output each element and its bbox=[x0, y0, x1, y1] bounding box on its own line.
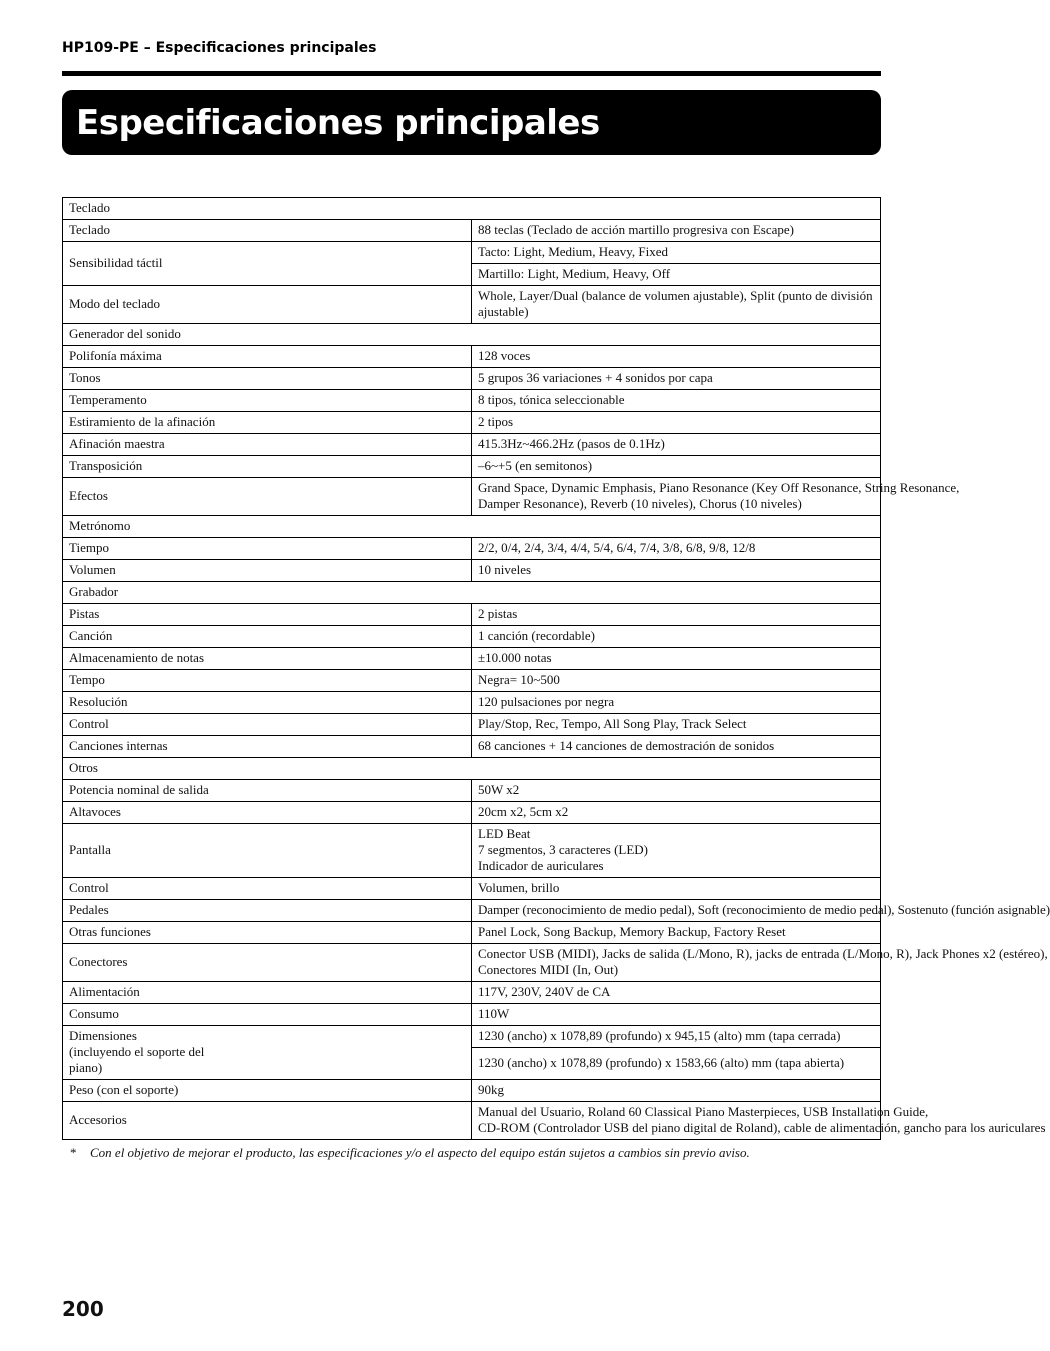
table-row bbox=[63, 412, 881, 434]
spec-label: Peso (con el soporte) bbox=[63, 1080, 472, 1102]
spec-value bbox=[472, 944, 1048, 982]
spec-value: Whole, Layer/Dual (balance de volumen ajustable), Split (punto de división ajustable) bbox=[472, 286, 881, 324]
spec-label: Efectos bbox=[63, 478, 472, 516]
spec-value: 2 tipos bbox=[472, 412, 881, 434]
table-row bbox=[63, 824, 881, 878]
spec-value: 68 canciones + 14 canciones de demostración de sonidos bbox=[472, 736, 881, 758]
spec-label: Temperamento bbox=[63, 390, 472, 412]
spec-label: Conectores bbox=[63, 944, 472, 982]
table-row bbox=[63, 456, 881, 478]
spec-value-line: CD-ROM (Controlador USB del piano digital de Roland), cable de alimentación, gancho para los auriculares bbox=[478, 1120, 1046, 1135]
table-row bbox=[63, 346, 881, 368]
spec-label: Polifonía máxima bbox=[63, 346, 472, 368]
spec-label-line: Dimensiones bbox=[69, 1028, 137, 1043]
page-number: 200 bbox=[62, 1297, 104, 1321]
spec-value: 88 teclas (Teclado de acción martillo progresiva con Escape) bbox=[472, 220, 881, 242]
spec-value: 415.3Hz~466.2Hz (pasos de 0.1Hz) bbox=[472, 434, 881, 456]
spec-label: Tempo bbox=[63, 670, 472, 692]
table-row bbox=[63, 922, 881, 944]
table-row bbox=[63, 390, 881, 412]
spec-label: Control bbox=[63, 714, 472, 736]
table-row bbox=[63, 220, 881, 242]
page-title: Especificaciones principales bbox=[76, 102, 600, 143]
footnote bbox=[70, 1145, 750, 1161]
table-row bbox=[63, 434, 881, 456]
table-row bbox=[63, 944, 881, 982]
spec-value: 1 canción (recordable) bbox=[472, 626, 881, 648]
spec-value bbox=[472, 824, 881, 878]
spec-label: Tonos bbox=[63, 368, 472, 390]
section-row-otros bbox=[63, 758, 881, 780]
spec-value: 8 tipos, tónica seleccionable bbox=[472, 390, 881, 412]
spec-label: Teclado bbox=[63, 220, 472, 242]
footnote-text: Con el objetivo de mejorar el producto, las especificaciones y/o el aspecto del equipo están sujetos a cambios sin previo aviso. bbox=[90, 1145, 750, 1160]
spec-label: Canción bbox=[63, 626, 472, 648]
spec-label: Transposición bbox=[63, 456, 472, 478]
spec-label: Volumen bbox=[63, 560, 472, 582]
spec-value: 10 niveles bbox=[472, 560, 881, 582]
spec-value-line: Conector USB (MIDI), Jacks de salida (L/Mono, R), jacks de entrada (L/Mono, R), Jack Phones x2 (estéreo), bbox=[478, 946, 1048, 961]
section-label: Generador del sonido bbox=[63, 324, 881, 346]
spec-label: Canciones internas bbox=[63, 736, 472, 758]
spec-value: 50W x2 bbox=[472, 780, 881, 802]
spec-label: Alimentación bbox=[63, 982, 472, 1004]
spec-label: Pistas bbox=[63, 604, 472, 626]
spec-value: 5 grupos 36 variaciones + 4 sonidos por capa bbox=[472, 368, 881, 390]
spec-label-line: piano) bbox=[69, 1060, 103, 1075]
spec-label: Sensibilidad táctil bbox=[63, 242, 472, 286]
section-label: Metrónomo bbox=[63, 516, 881, 538]
spec-label: Tiempo bbox=[63, 538, 472, 560]
table-row bbox=[63, 736, 881, 758]
spec-label: Afinación maestra bbox=[63, 434, 472, 456]
spec-value bbox=[472, 478, 960, 516]
spec-label: Potencia nominal de salida bbox=[63, 780, 472, 802]
table-row bbox=[63, 780, 881, 802]
table-row bbox=[63, 1026, 881, 1048]
header-rule bbox=[62, 71, 881, 76]
spec-label: Accesorios bbox=[63, 1102, 472, 1140]
table-row bbox=[63, 692, 881, 714]
spec-label: Almacenamiento de notas bbox=[63, 648, 472, 670]
spec-value-line: LED Beat bbox=[478, 826, 531, 841]
table-row bbox=[63, 626, 881, 648]
table-row bbox=[63, 900, 881, 922]
spec-value-line: Indicador de auriculares bbox=[478, 858, 604, 873]
table-row bbox=[63, 648, 881, 670]
title-banner bbox=[62, 90, 881, 155]
spec-value: Volumen, brillo bbox=[472, 878, 881, 900]
spec-label: Estiramiento de la afinación bbox=[63, 412, 472, 434]
table-row bbox=[63, 478, 881, 516]
table-row bbox=[63, 670, 881, 692]
spec-value bbox=[472, 1102, 1046, 1140]
table-row bbox=[63, 1080, 881, 1102]
spec-value: Tacto: Light, Medium, Heavy, Fixed bbox=[472, 242, 881, 264]
spec-value: ±10.000 notas bbox=[472, 648, 881, 670]
spec-value: Panel Lock, Song Backup, Memory Backup, Factory Reset bbox=[472, 922, 881, 944]
table-row bbox=[63, 982, 881, 1004]
spec-label: Resolución bbox=[63, 692, 472, 714]
spec-value: 2/2, 0/4, 2/4, 3/4, 4/4, 5/4, 6/4, 7/4, 3/8, 6/8, 9/8, 12/8 bbox=[472, 538, 881, 560]
spec-value: 128 voces bbox=[472, 346, 881, 368]
spec-value: Play/Stop, Rec, Tempo, All Song Play, Track Select bbox=[472, 714, 881, 736]
section-label: Grabador bbox=[63, 582, 881, 604]
spec-value: 110W bbox=[472, 1004, 881, 1026]
spec-label: Consumo bbox=[63, 1004, 472, 1026]
spec-value-line: Damper Resonance), Reverb (10 niveles), Chorus (10 niveles) bbox=[478, 496, 802, 511]
spec-label: Altavoces bbox=[63, 802, 472, 824]
table-row bbox=[63, 368, 881, 390]
section-row-grabador bbox=[63, 582, 881, 604]
section-row-teclado bbox=[63, 198, 881, 220]
spec-value-line: Manual del Usuario, Roland 60 Classical Piano Masterpieces, USB Installation Guide, bbox=[478, 1104, 929, 1119]
spec-value-line: Grand Space, Dynamic Emphasis, Piano Resonance (Key Off Resonance, String Resonance, bbox=[478, 480, 960, 495]
spec-value: 1230 (ancho) x 1078,89 (profundo) x 945,15 (alto) mm (tapa cerrada) bbox=[472, 1026, 881, 1048]
table-row bbox=[63, 714, 881, 736]
table-row bbox=[63, 604, 881, 626]
spec-label: Control bbox=[63, 878, 472, 900]
spec-label: Modo del teclado bbox=[63, 286, 472, 324]
section-label: Teclado bbox=[63, 198, 881, 220]
spec-label: Pedales bbox=[63, 900, 472, 922]
footnote-marker: * bbox=[70, 1145, 77, 1160]
spec-label: Pantalla bbox=[63, 824, 472, 878]
spec-value-line: 7 segmentos, 3 caracteres (LED) bbox=[478, 842, 649, 857]
table-row bbox=[63, 878, 881, 900]
spec-label bbox=[63, 1026, 472, 1080]
spec-value: 120 pulsaciones por negra bbox=[472, 692, 881, 714]
table-row bbox=[63, 1102, 881, 1140]
table-row bbox=[63, 286, 881, 324]
spec-value: 20cm x2, 5cm x2 bbox=[472, 802, 881, 824]
spec-value: Martillo: Light, Medium, Heavy, Off bbox=[472, 264, 881, 286]
table-row bbox=[63, 560, 881, 582]
section-row-generador bbox=[63, 324, 881, 346]
spec-value: 90kg bbox=[472, 1080, 881, 1102]
spec-value: 117V, 230V, 240V de CA bbox=[472, 982, 881, 1004]
section-row-metronomo bbox=[63, 516, 881, 538]
spec-value: 1230 (ancho) x 1078,89 (profundo) x 1583,66 (alto) mm (tapa abierta) bbox=[472, 1048, 881, 1080]
spec-value: 2 pistas bbox=[472, 604, 881, 626]
spec-value: Damper (reconocimiento de medio pedal), Soft (reconocimiento de medio pedal), Sostenuto (función asignable) bbox=[472, 900, 881, 922]
spec-value: –6~+5 (en semitonos) bbox=[472, 456, 881, 478]
spec-label-line: (incluyendo el soporte del bbox=[69, 1044, 205, 1059]
table-row bbox=[63, 1004, 881, 1026]
section-label: Otros bbox=[63, 758, 881, 780]
specifications-table bbox=[62, 197, 1050, 1140]
table-row bbox=[63, 538, 881, 560]
running-head: HP109-PE – Especificaciones principales bbox=[62, 40, 377, 56]
table-row bbox=[63, 802, 881, 824]
spec-value: Negra= 10~500 bbox=[472, 670, 881, 692]
spec-value-line: Conectores MIDI (In, Out) bbox=[478, 962, 619, 977]
spec-label: Otras funciones bbox=[63, 922, 472, 944]
table-row bbox=[63, 242, 881, 264]
